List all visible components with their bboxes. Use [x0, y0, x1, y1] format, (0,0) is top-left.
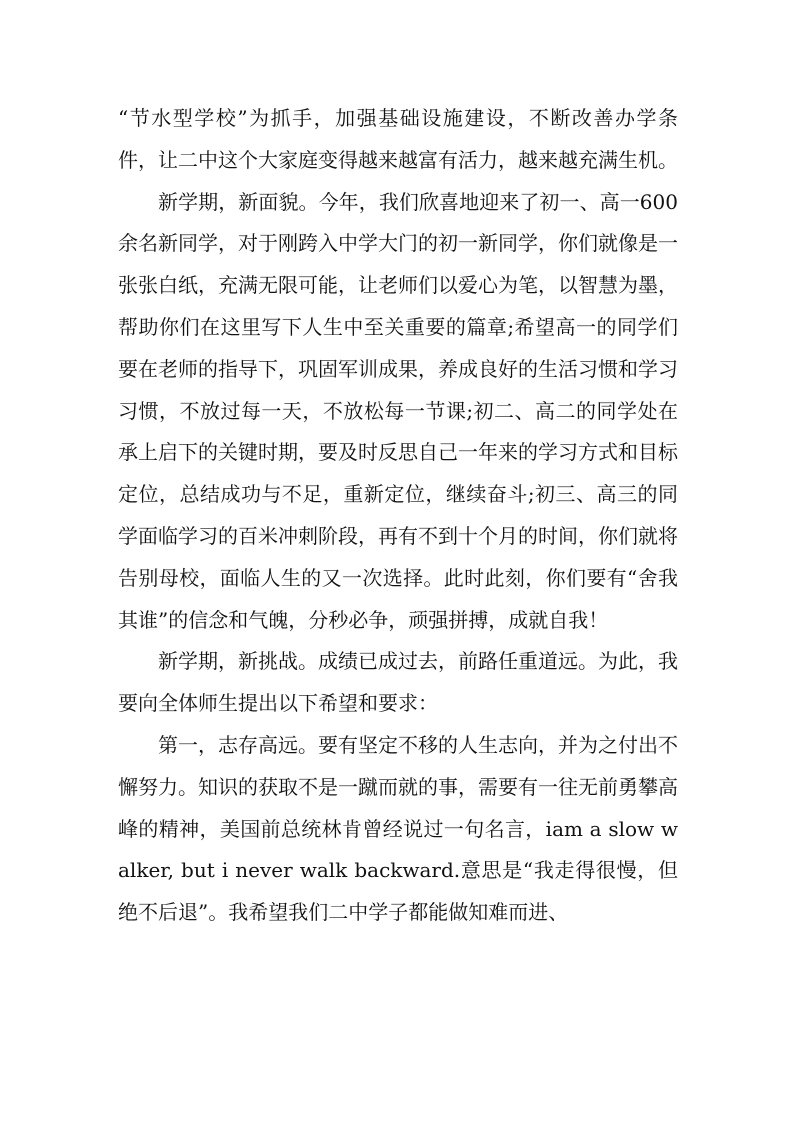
paragraph-1: “节水型学校”为抓手，加强基础设施建设，不断改善办学条件，让二中这个大家庭变得越来越富有活力，越来越充满生机。	[118, 106, 678, 172]
paragraph-3: 新学期，新挑战。成绩已成过去，前路任重道远。为此，我要向全体师生提出以下希望和要求：	[118, 649, 678, 716]
document-body	[118, 98, 678, 934]
paragraph-4: 第一，志存高远。要有坚定不移的人生志向，并为之付出不懈努力。知识的获取不是一蹴而就的事，需要有一往无前勇攀高峰的精神，美国前总统林肯曾经说过一句名言，iam a slow walker, but i never walk backward.意思是“我走得很慢，但绝不后退”。我希望我们二中学子都能做知难而进、	[118, 732, 678, 925]
paragraph-2: 新学期，新面貌。今年，我们欣喜地迎来了初一、高一600余名新同学，对于刚跨入中学大门的初一新同学，你们就像是一张张白纸，充满无限可能，让老师们以爱心为笔，以智慧为墨，帮助你们在这里写下人生中至关重要的篇章;希望高一的同学们要在老师的指导下，巩固军训成果，养成良好的生活习惯和学习习惯，不放过每一天，不放松每一节课;初二、高二的同学处在承上启下的关键时期，要及时反思自己一年来的学习方式和目标定位，总结成功与不足，重新定位，继续奋斗;初三、高三的同学面临学习的百米冲刺阶段，再有不到十个月的时间，你们就将告别母校，面临人生的又一次选择。此时此刻，你们要有“舍我其谁”的信念和气魄，分秒必争，顽强拼搏，成就自我！	[118, 189, 678, 632]
